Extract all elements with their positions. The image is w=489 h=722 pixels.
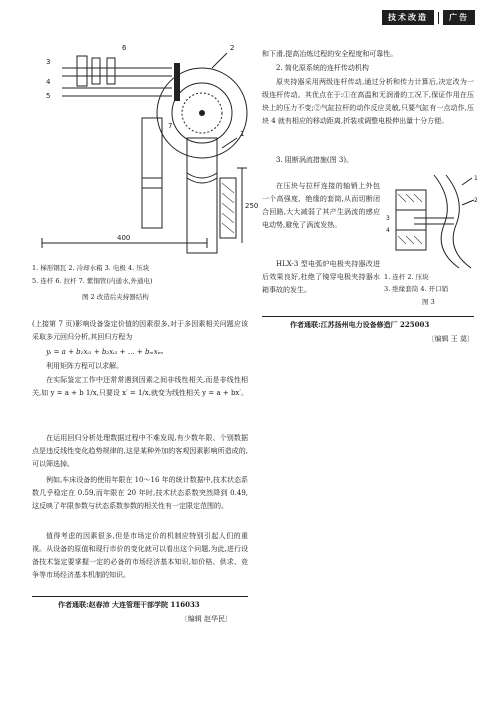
fig2-label-7: 7 (168, 122, 173, 130)
left-paragraph-4: 在运用回归分析处理数据过程中不难发现,有少数年限、个别数据点是违反线性变化趋势规律的,这是某种外加的客观因素影响所造成的,可以筛选掉。 (32, 434, 248, 468)
left-editor: 〔编辑 赵华民〕 (180, 615, 232, 623)
right-author-credit: 作者通联:江苏扬州电力设备修造厂 225003 (290, 320, 430, 329)
ad-tag: 广告 (443, 10, 475, 25)
header-divider (438, 12, 439, 24)
left-credit-rule (32, 596, 248, 597)
regression-formula: yᵢ = a + b₁xᵢ₁ + b₂xᵢ₂ + … + bₘxᵢₘ (46, 348, 164, 356)
right-paragraph-3: 原夹持器采用两级连杆传动,通过分析和传力计算后,决定改为一级连杆传动。其优点在于:①在高温和无润滑的工况下,保证作用在压块上的压力不变;②气缸拉杆的动作反应灵敏,只要气缸有一点动作,压块 4 就有相应的移动距离,折装或调整电极伸出量十分方便。 (262, 78, 474, 125)
fig2-dim-250: 250 (245, 202, 259, 210)
fig2-label-2: 2 (230, 44, 235, 52)
right-heading-2: 2. 简化原系统的连杆传动机构 (276, 64, 369, 72)
left-paragraph-2: 利用矩阵方程可以求解。 (46, 362, 123, 370)
figure-2-caption: 图 2 改造后夹持器结构 (82, 293, 149, 301)
right-paragraph-1: 和下滑,提高冶炼过程的安全程度和可靠性。 (262, 50, 398, 58)
fig3-label-4: 4 (386, 227, 390, 234)
fig3-label-3: 3 (386, 215, 390, 222)
figure-3-legend-line-2: 3. 绝缘套筒 4. 开口销 (384, 285, 449, 293)
left-paragraph-6: 值得考虑的因素很多,但是市场定价的机制应特别引起人们的重视。从设备的原值和现行市价的变化就可以看出这个问题,为此,进行设备技术鉴定要掌握一定的必备的市场经济基本知识,如价格、供求、竞争等市场经济基本机制的知识。 (32, 532, 248, 579)
right-heading-4: 3. 阻断涡流措施(图 3)。 (276, 156, 354, 164)
fig2-label-4: 4 (46, 78, 51, 86)
fig2-label-6: 6 (122, 44, 127, 52)
fig2-label-3: 3 (46, 58, 51, 66)
figure-2-legend-line-2: 5. 连杆 6. 拉杆 7. 紫铜管(内通水,外通电) (32, 277, 153, 285)
right-credit-rule (262, 316, 474, 317)
fig2-label-5: 5 (46, 92, 51, 100)
figure-3-legend-line-1: 1. 连杆 2. 压块 (384, 273, 429, 281)
section-header (382, 10, 475, 25)
section-tag: 技术改造 (382, 10, 434, 25)
right-editor: 〔编辑 王 莫〕 (427, 335, 474, 343)
figure-2-drawing (22, 28, 259, 258)
left-paragraph-5: 例如,车床设备的使用年限在 10～16 年的统计数据中,技术状态系数几乎稳定在 0.59,而年限在 20 年时,技术状态系数突然降到 0.49,这反映了年限参数与状态系数参数的相关性有一定限定范围的。 (32, 476, 248, 510)
fig2-label-1: 1 (240, 130, 245, 138)
fig2-dim-400: 400 (117, 234, 131, 242)
figure-2-legend-line-1: 1. 梯形钢瓦 2. 冷却水箱 3. 电极 4. 压块 (32, 264, 150, 272)
right-paragraph-5: 在压块与拉杆连接的轴销上外包一个高强度、绝缘的套筒,从而切断闭合回路,大大减弱了其产生涡流的感应电动势,避免了涡流发热。 (262, 182, 380, 229)
left-paragraph-3: 在实际鉴定工作中还常常遇到因素之间非线性相关,而是非线性相关,如 y = a + b 1/x,只要设 x′ = 1/x,就变为线性相关 y = a + bx′。 (32, 376, 248, 397)
figure-2 (22, 28, 259, 313)
figure-3-drawing (384, 170, 480, 270)
fig3-label-1: 1 (474, 175, 478, 182)
figure-3-caption: 图 3 (422, 298, 435, 306)
left-author-credit: 作者通联:赵春沛 大连管理干部学院 116033 (58, 600, 200, 609)
fig3-label-2: 2 (474, 197, 478, 204)
left-paragraph-1: (上接第 7 页)影响设备鉴定价值的因素很多,对于多因素相关问题应该采取多元回归分析,其回归方程为 (32, 320, 248, 341)
right-paragraph-6: HLX-3 型电弧炉电极夹持器改进后效果良好,杜绝了镜穿电极夹持器水箱事故的发生。 (262, 260, 380, 294)
